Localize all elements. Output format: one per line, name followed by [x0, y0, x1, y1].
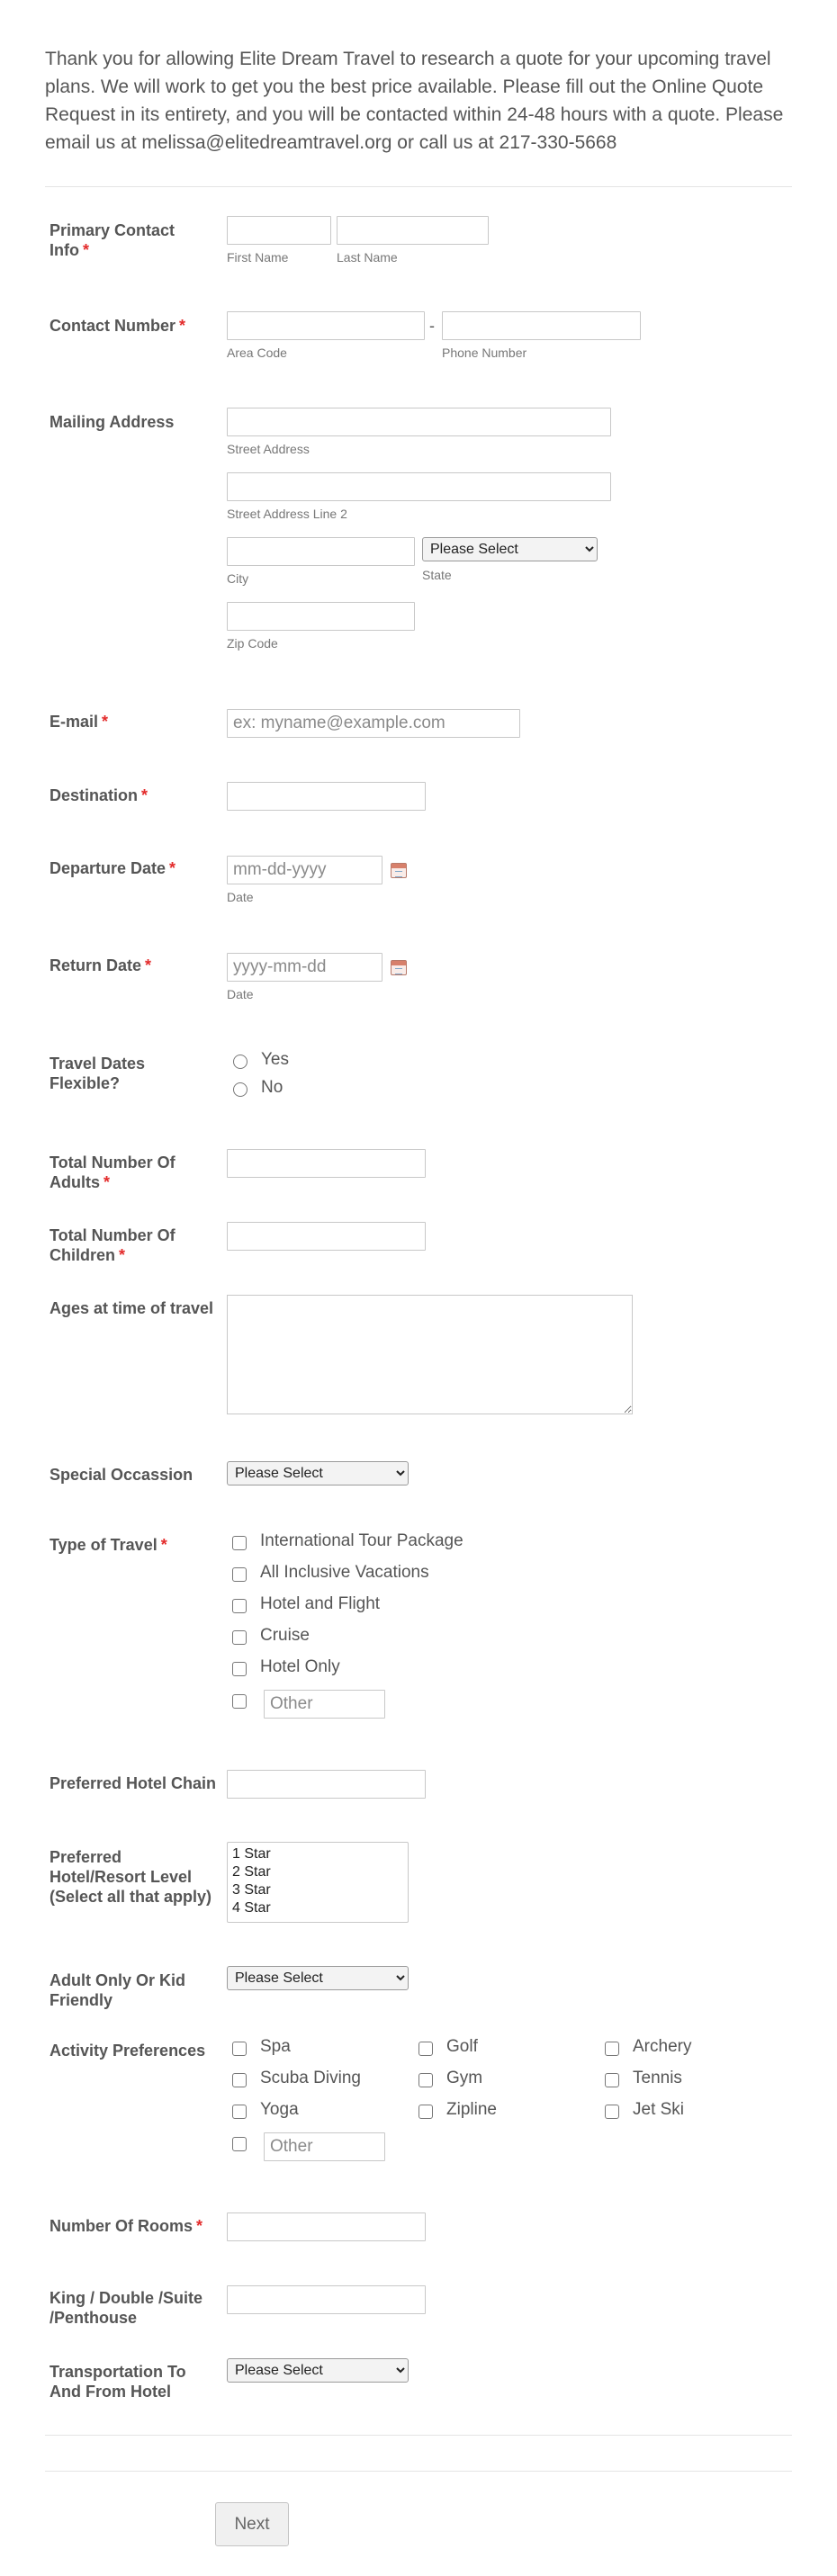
top-divider — [45, 186, 792, 187]
street-address-sublabel: Street Address — [227, 442, 310, 456]
hotel-level-listbox[interactable] — [227, 1842, 409, 1923]
phone-number-sublabel: Phone Number — [442, 346, 527, 360]
activity-label: Gym — [446, 2069, 483, 2087]
activity-checkbox[interactable] — [605, 2073, 619, 2087]
last-name-input[interactable] — [337, 216, 489, 245]
hotel-level-option[interactable]: 3 Star — [232, 1882, 271, 1898]
activity-label: Tennis — [633, 2069, 682, 2087]
special-occasion-label: Special Occassion — [50, 1466, 194, 1484]
travel-option-label: International Tour Package — [260, 1531, 464, 1550]
adults-input[interactable] — [227, 1149, 426, 1178]
room-type-label: King / Double /Suite /Penthouse — [50, 2289, 202, 2327]
state-sublabel: State — [422, 568, 452, 582]
rooms-label: Number Of Rooms * — [50, 2217, 203, 2235]
email-label: E-mail * — [50, 713, 109, 731]
children-label: Total Number Of Children * — [50, 1226, 176, 1264]
hotel-level-label: Preferred Hotel/Resort Level (Select all that apply) — [50, 1848, 212, 1906]
primary-contact-label: Primary Contact Info * — [50, 221, 176, 259]
departure-date-sublabel: Date — [227, 890, 254, 904]
activity-label: Jet Ski — [633, 2100, 685, 2119]
activity-label: Yoga — [260, 2100, 299, 2119]
calendar-icon[interactable] — [391, 863, 407, 878]
children-input[interactable] — [227, 1222, 426, 1251]
area-code-input[interactable] — [227, 311, 425, 340]
type-of-travel-label: Type of Travel * — [50, 1536, 167, 1554]
phone-number-input[interactable] — [442, 311, 641, 340]
footer-divider — [45, 2471, 792, 2472]
activity-other-input[interactable] — [264, 2132, 385, 2161]
phone-dash: - — [429, 317, 435, 335]
hotel-level-option[interactable]: 2 Star — [232, 1864, 271, 1880]
departure-date-input[interactable] — [227, 856, 382, 884]
first-name-input[interactable] — [227, 216, 331, 245]
activity-label: Scuba Diving — [260, 2069, 361, 2087]
flexible-label: Travel Dates Flexible? — [50, 1055, 146, 1092]
flexible-yes-label: Yes — [261, 1050, 289, 1069]
first-name-sublabel: First Name — [227, 250, 289, 265]
activity-label: Spa — [260, 2037, 291, 2056]
city-input[interactable] — [227, 537, 415, 566]
intro-text: Thank you for allowing Elite Dream Travel to research a quote for your upcoming travel plans. We will work to get you the best price available. Please fill out the Online Quote Request in its entirety, and you will be contacted within 24-48 hours with a quote. Please email us at melissa@elitedreamtravel.org or call us at 217-330-5668 — [45, 49, 784, 153]
activity-preferences-label: Activity Preferences — [50, 2042, 206, 2060]
travel-option-checkbox[interactable] — [232, 1567, 247, 1582]
transport-label: Transportation To And From Hotel — [50, 2363, 186, 2401]
next-button[interactable]: Next — [215, 2502, 289, 2546]
zip-code-sublabel: Zip Code — [227, 636, 278, 651]
city-sublabel: City — [227, 571, 249, 586]
area-code-sublabel: Area Code — [227, 346, 287, 360]
activity-checkbox[interactable] — [232, 2042, 247, 2056]
travel-other-checkbox[interactable] — [232, 1694, 247, 1709]
destination-label: Destination * — [50, 786, 148, 804]
hotel-level-option[interactable]: 4 Star — [232, 1900, 271, 1916]
ages-label: Ages at time of travel — [50, 1299, 214, 1317]
last-name-sublabel: Last Name — [337, 250, 398, 265]
travel-option-checkbox[interactable] — [232, 1630, 247, 1645]
room-type-input[interactable] — [227, 2285, 426, 2314]
travel-option-checkbox[interactable] — [232, 1662, 247, 1676]
activity-checkbox[interactable] — [232, 2073, 247, 2087]
departure-date-label: Departure Date * — [50, 859, 176, 877]
contact-number-label: Contact Number * — [50, 317, 186, 335]
adults-label: Total Number Of Adults * — [50, 1153, 176, 1191]
street-address-input[interactable] — [227, 408, 611, 436]
hotel-level-option[interactable]: 1 Star — [232, 1846, 271, 1862]
activity-checkbox[interactable] — [605, 2105, 619, 2119]
return-date-input[interactable] — [227, 953, 382, 982]
return-date-sublabel: Date — [227, 987, 254, 1001]
return-date-label: Return Date * — [50, 956, 152, 974]
rooms-input[interactable] — [227, 2212, 426, 2241]
street-address-2-sublabel: Street Address Line 2 — [227, 507, 347, 521]
street-address-2-input[interactable] — [227, 472, 611, 501]
travel-other-input[interactable] — [264, 1690, 385, 1719]
activity-checkbox[interactable] — [232, 2105, 247, 2119]
activity-other-checkbox[interactable] — [232, 2137, 247, 2151]
travel-option-label: Cruise — [260, 1626, 310, 1645]
flexible-yes-radio[interactable] — [233, 1055, 248, 1069]
ages-textarea[interactable] — [227, 1295, 633, 1414]
travel-option-label: Hotel Only — [260, 1657, 340, 1676]
destination-input[interactable] — [227, 782, 426, 811]
state-select[interactable] — [422, 537, 598, 561]
activity-checkbox[interactable] — [605, 2042, 619, 2056]
activity-checkbox[interactable] — [418, 2105, 433, 2119]
bottom-divider — [45, 2435, 792, 2436]
activity-label: Zipline — [446, 2100, 497, 2119]
travel-option-checkbox[interactable] — [232, 1536, 247, 1550]
travel-option-label: Hotel and Flight — [260, 1594, 381, 1613]
mailing-address-label: Mailing Address — [50, 413, 175, 431]
flexible-no-radio[interactable] — [233, 1082, 248, 1097]
email-input[interactable] — [227, 709, 520, 738]
travel-option-label: All Inclusive Vacations — [260, 1563, 429, 1582]
activity-checkbox[interactable] — [418, 2042, 433, 2056]
hotel-chain-input[interactable] — [227, 1770, 426, 1799]
transport-select[interactable] — [227, 2358, 409, 2383]
activity-label: Archery — [633, 2037, 692, 2056]
zip-code-input[interactable] — [227, 602, 415, 631]
hotel-chain-label: Preferred Hotel Chain — [50, 1774, 217, 1792]
special-occasion-select[interactable] — [227, 1461, 409, 1485]
calendar-icon[interactable] — [391, 960, 407, 975]
adult-kid-select[interactable] — [227, 1966, 409, 1990]
travel-option-checkbox[interactable] — [232, 1599, 247, 1613]
adult-kid-label: Adult Only Or Kid Friendly — [50, 1971, 185, 2009]
flexible-no-label: No — [261, 1078, 284, 1097]
activity-checkbox[interactable] — [418, 2073, 433, 2087]
activity-label: Golf — [446, 2037, 478, 2056]
